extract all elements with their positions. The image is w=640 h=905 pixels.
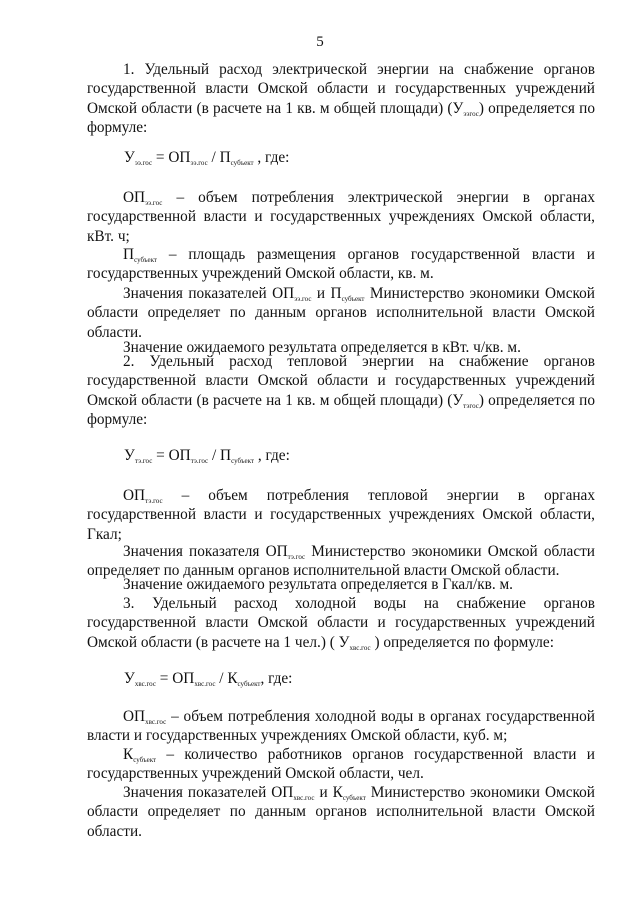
formula-1: $У_{ээ.гос} = ОП_{ээ.гос} / П_{субъект}$ , где: [124, 149, 290, 167]
formula-3: $У_{хвс.гос} = ОП_{хвс.гос} / К_{субъект}$, где: [124, 670, 293, 688]
definition-op-ee: $ОП_{ээ.гос}$ – объем потребления электрической энергии в органах государственной власти и государственных учреждениях Омской области, кВт. ч; [87, 189, 595, 245]
note-source-1: Значения показателей $ОП_{ээ.гос}$ и $П_{субъект}$ Министерство экономики Омской области определяет по данным органов исполнительной власти Омской области. [87, 285, 595, 341]
paragraph-item-3: 3. Удельный расход холодной воды на снабжение органов государственной власти Омской области и государственных учреждений Омской области (в расчете на 1 чел.) ( $У_{хвс.гос}$ ) определяется по формуле: [87, 595, 595, 652]
paragraph-item-2: 2. Удельный расход тепловой энергии на снабжение органов государственной власти Омской области и государственных учреждений Омской области (в расчете на 1 кв. м общей площади) $(У_{тэгос})$ определяется по формуле: [87, 353, 595, 428]
note-source-2: Значения показателя $ОП_{тэ.гос}$ Министерство экономики Омской области определяет по данным органов исполнительной власти Омской области. [87, 543, 595, 580]
note-source-3: Значения показателей $ОП_{хвс.гос}$ и $К_{субъект}$ Министерство экономики Омской области определяет по данным органов исполнительной власти Омской области. [87, 784, 595, 840]
definition-op-te: $ОП_{тэ.гос}$ – объем потребления тепловой энергии в органах государственной власти и государственных учреждениях Омской области, Гкал; [87, 487, 595, 543]
definition-p-subject: $П_{субъект}$ – площадь размещения органов государственной власти и государственных учреждений Омской области, кв. м. [87, 246, 595, 283]
result-unit-2: Значение ожидаемого результата определяется в Гкал/кв. м. [123, 576, 514, 593]
page-number: 5 [316, 34, 324, 50]
result-unit-1: Значение ожидаемого результата определяется в кВт. ч/кв. м. [123, 339, 521, 356]
definition-k-subject: $К_{субъект}$ – количество работников органов государственной власти и государственных учреждений Омской области, чел. [87, 746, 595, 783]
definition-op-hvs: $ОП_{хвс.гос}$ – объем потребления холодной воды в органах государственной власти и государственных учреждениях Омской области, куб. м; [87, 708, 595, 745]
paragraph-item-1: 1. Удельный расход электрической энергии на снабжение органов государственной власти Омской области и государственных учреждений Омской области (в расчете на 1 кв. м общей площади) $(У_{ээгос})$ определяется по формуле: [87, 61, 595, 136]
formula-2: $У_{тэ.гос} = ОП_{тэ.гос} / П_{субъект}$ , где: [124, 447, 290, 465]
